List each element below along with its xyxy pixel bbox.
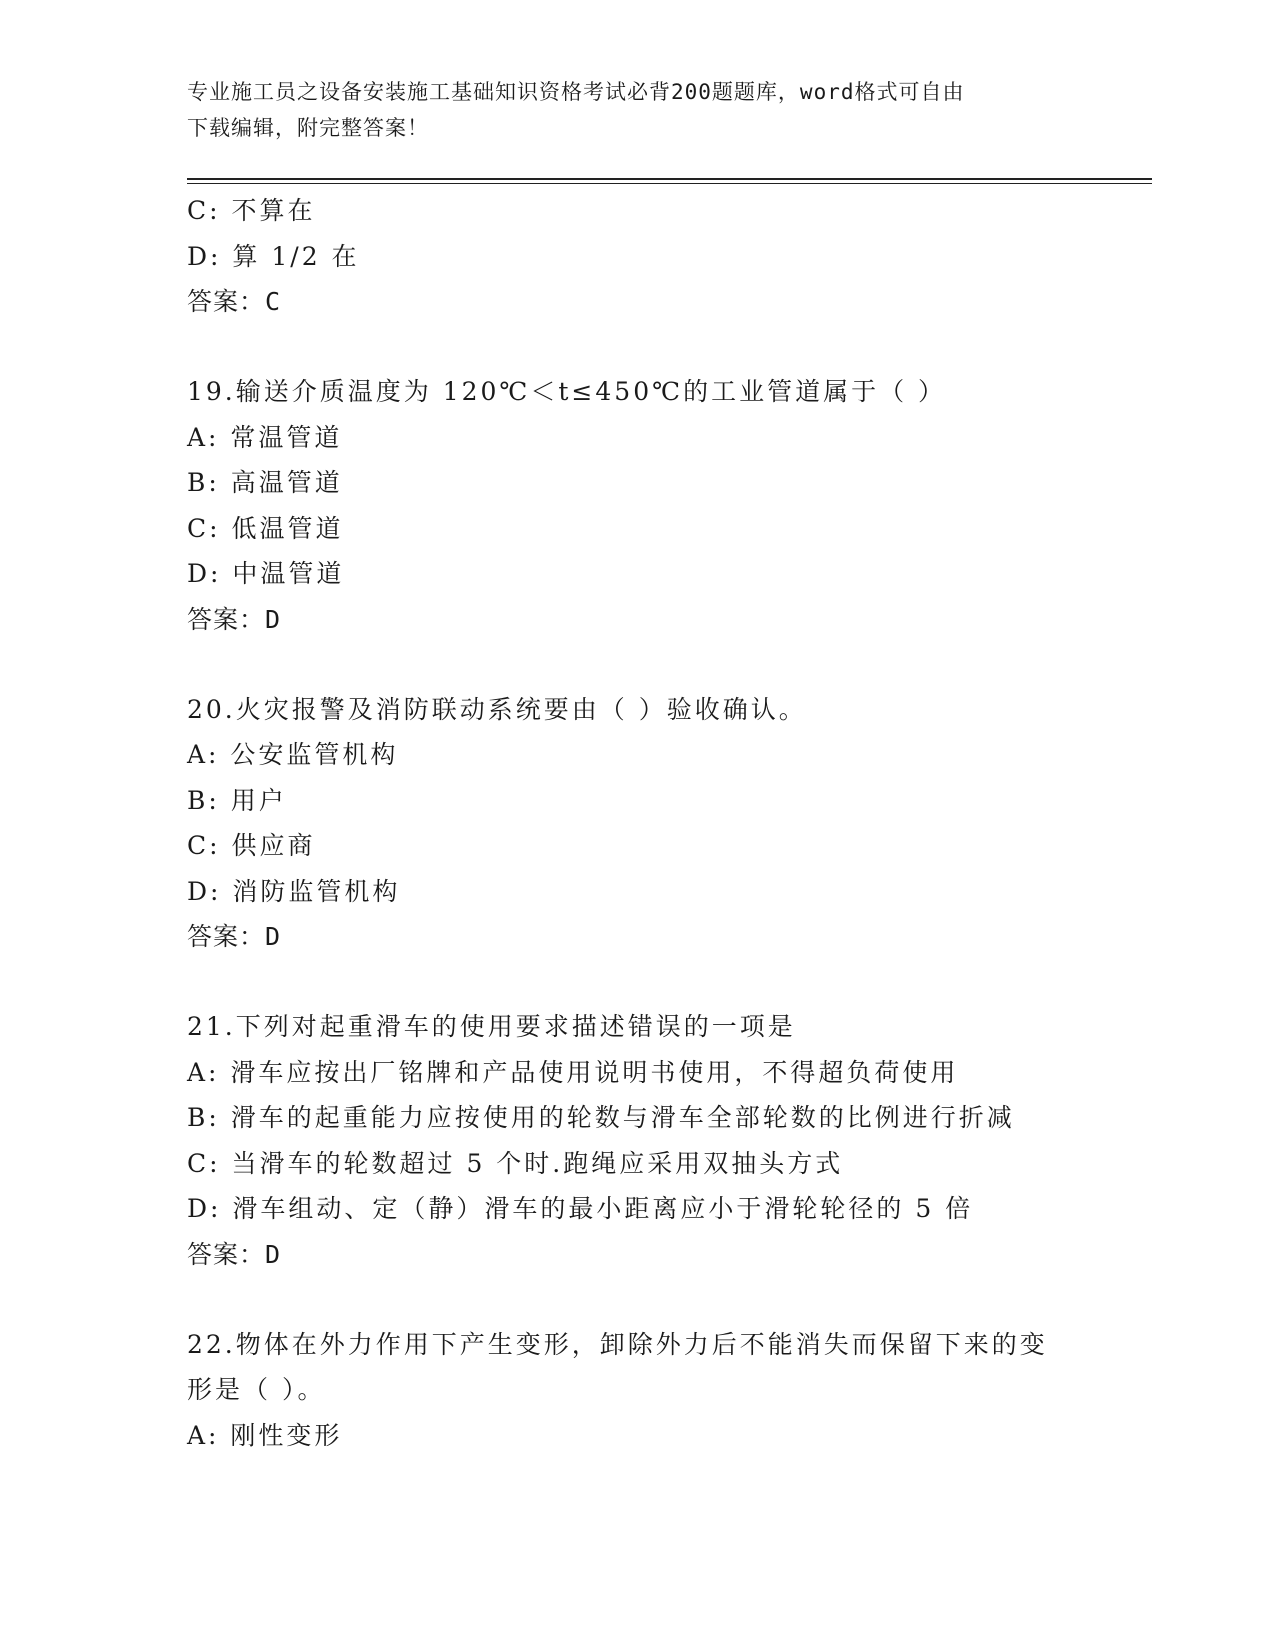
option-a: A: 常温管道 <box>187 422 343 452</box>
option-c: C: 不算在 <box>187 196 316 225</box>
document-header <box>187 74 1067 146</box>
option-a: A: 公安监管机构 <box>187 740 399 769</box>
spacer <box>187 643 1087 687</box>
header-line-1: 专业施工员之设备安装施工基础知识资格考试必背200题题库，word格式可自由 <box>187 80 965 104</box>
option-b: B: 滑车的起重能力应按使用的轮数与滑车全部轮数的比例进行折减 <box>187 1103 1015 1132</box>
spacer <box>187 325 1087 369</box>
answer: 答案：D <box>187 922 282 951</box>
answer: 答案：C <box>187 287 282 316</box>
option-a: A: 刚性变形 <box>187 1420 343 1450</box>
option-c: C: 低温管道 <box>187 513 344 543</box>
question-stem: 22.物体在外力作用下产生变形，卸除外力后不能消失而保留下来的变形是（ ）。 <box>187 1329 1048 1404</box>
option-b: B: 高温管道 <box>187 468 343 497</box>
option-c: C: 当滑车的轮数超过 5 个时.跑绳应采用双抽头方式 <box>187 1148 844 1178</box>
option-d: D: 算 1/2 在 <box>187 241 360 271</box>
option-d: D: 消防监管机构 <box>187 876 401 906</box>
spacer <box>187 960 1087 1004</box>
option-d: D: 滑车组动、定（静）滑车的最小距离应小于滑轮轮径的 5 倍 <box>187 1194 974 1223</box>
header-line-2: 下载编辑，附完整答案！ <box>187 116 429 140</box>
spacer <box>187 1278 1087 1322</box>
header-divider <box>187 178 1152 184</box>
answer: 答案：D <box>187 604 282 634</box>
option-c: C: 供应商 <box>187 831 316 860</box>
option-a: A: 滑车应按出厂铭牌和产品使用说明书使用，不得超负荷使用 <box>187 1057 959 1087</box>
question-stem: 20.火灾报警及消防联动系统要由（ ）验收确认。 <box>187 694 807 724</box>
option-b: B: 用户 <box>187 785 287 815</box>
option-d: D: 中温管道 <box>187 559 345 588</box>
question-stem: 21.下列对起重滑车的使用要求描述错误的一项是 <box>187 1012 796 1041</box>
question-stem: 19.输送介质温度为 120℃＜t≤450℃的工业管道属于（ ） <box>187 377 947 406</box>
answer: 答案：D <box>187 1239 282 1269</box>
question-list <box>187 188 1087 1458</box>
